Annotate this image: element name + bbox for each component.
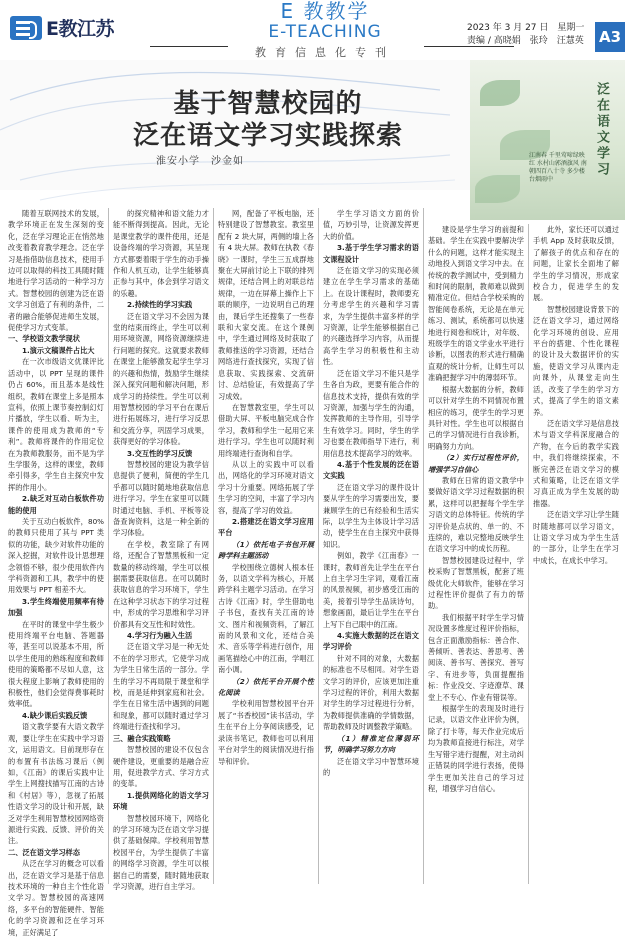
section-heading: （2）依托平台开展个性化阅读 (218, 676, 314, 698)
date-line: 2023 年 3 月 27 日 星期一 (467, 23, 585, 33)
section-heading: 4.实施大数据的泛在语文学习评价 (323, 631, 419, 652)
masthead-logo (10, 14, 114, 41)
paragraph: 泛在语文学习是一种无处不在的学习形式，它使学习成为学生日常生活的一部分。学生的学习不再局限于课堂和学校，而是延伸到家庭和社会。学生在日常生活中遇到的问题和现象，都可以随时通过学习终端进行查找和学习。 (113, 642, 209, 732)
masthead-title-cn: E 教教学 (280, 0, 370, 23)
article-title (88, 88, 448, 152)
paragraph: 根据学生的表现及时进行记录，以语文作业评价为例，除了打卡等，每天作业完成后均为教师直接进行标注，对学生写错字进行提醒，对主动纠正错误的同学进行表扬，使得学生更加关注自己的学习过程，增强学习自信心。 (428, 704, 524, 793)
paragraph: 学生学习语文方面的价值，巧妙引导，让资源发挥更大的价值。 (323, 209, 419, 241)
section-heading: 2.搭建泛在语文学习应用平台 (218, 516, 314, 538)
section-heading: 1.演示文稿课件占比大 (22, 345, 95, 355)
paragraph: 在一次市级语文优课评比活动中，以 PPT 呈现的课件仍占 60%，而且基本是线性组织，教师在课堂上多是照本宣科，依照上课节奏控制幻灯片播放，学生以看、听为主，课件的使用成为教师的“专利”。教师将课件的作用定位在为教师教服务，而不是为学生学服务，这样的课堂，教师牵引得多，学生自主探究中发挥的作用小。 (8, 357, 104, 492)
masthead-rule-left (150, 46, 228, 47)
section-heading: 2.持续性的学习实践 (127, 300, 193, 310)
section-heading: 一、学校语文教学现状 (8, 334, 80, 344)
section-heading: （2）实行过程性评价，增强学习自信心 (428, 453, 524, 474)
paragraph: 泛在语文学习不会因为课堂的结束而终止，学生可以利用环境资源，网络资源继续进行问题的探究。这就要求教师在课堂上能够激发起学生学习的兴趣和热情，鼓励学生继续深入探究问题和解决问题，形成学习的持续性。学生可以利用智慧校园的学习平台在课后进行拓展练习，进行学习反思和交流分享，巩固学习成果，获得更好的学习体验。 (113, 311, 209, 447)
paragraph: 智慧校园的建设为教学信息提供了便利，简便的学生几乎都可以随时随地地获取信息进行学习。学生在家里可以随时通过电脑、手机、平板等设备查询资料，这是一种全新的学习体验。 (113, 459, 209, 538)
section-heading: 二、泛在语文学习样态 (8, 847, 80, 857)
section-heading: 3.基于学生学习需求的语文课程设计 (323, 243, 419, 264)
article-byline: 淮安小学 沙金如 (156, 156, 244, 167)
paragraph: 泛在语文学习的实现必须建立在学生学习需求的基础上。在设计课程时，教师要充分考虑学生的兴趣和学习需求，为学生提供丰富多样的学习资源，让学生能够根据自己的兴趣选择学习内容，从而提高学生学习的积极性和主动性。 (323, 266, 419, 367)
book-cover-text: 江南春 千里莺啼绿映红 水村山郭酒旗风 南朝四百八十寺 多少楼台烟雨中 (529, 152, 587, 183)
column-divider (423, 208, 424, 884)
paragraph: 从泛在学习的概念可以看出，泛在语文学习是基于信息技术环境的一种自主个性化语文学习。智慧校园的高速网络，多平台的智能硬件、智能化的学习资源和泛在学习环境，正好满足了 (8, 859, 104, 937)
section-heading: 4.缺少课后实践反馈 (22, 710, 88, 720)
article-column-3 (218, 208, 314, 884)
paragraph: 此外，家长还可以通过手机 App 及时获取反馈，了解孩子的优点和存在的问题，让家长全面地了解学生的学习情况，形成家校合力，促进学生的发展。 (533, 225, 619, 303)
book-cover-title: 泛在语文学习 (594, 82, 609, 178)
section-heading: （1）依托电子书包开展跨学科主题活动 (218, 539, 314, 561)
column-divider (318, 208, 319, 884)
paragraph: 语文教学要有大语文教学观，要让学生在实践中学习语文，运用语文。目前现形存在的布置有书法练习课后（例如，《江南》的课后实践中让学生上网搜找描写江南的古诗和《村居》等），忽视了拓展性语文学习的设计和开展，缺乏对学生利用智慧校园网络资源进行实践、反馈、评价的关注。 (8, 722, 104, 846)
paragraph: 我们根据平时学生学习情况设置多维度过程评价指标，包含正面激励指标：善合作、善倾听、善表达、善思考、善阅读、善书写、善探究、善写字、有进步等，负面提醒指标：作业没交、字迹潦草、课堂上不专心、作业有错误等。 (428, 612, 524, 702)
masthead-title-en: E-TEACHING (268, 22, 382, 42)
paragraph: 学校利用智慧校园平台开展了“书香校园”读书活动，学生在平台上分享阅读感受，记录读书笔记，教师也可以利用平台对学生的阅读情况进行指导和评价。 (218, 699, 314, 766)
paragraph: 智慧校园建设背景下的泛在语文学习，通过网络化学习环境的创设、应用平台的搭建、个性化课程的设计及大数据评价的实施，使语文学习从课内走向课外，从课堂走向生活，改变了学生的学习方式，提高了学生的语文素养。 (533, 304, 619, 417)
paragraph: 在智慧教室里，学生可以借助大屏、平板电脑完成合作学习，教师和学生一起用它来进行学习。学生也可以随时利用终端进行查询和自学。 (218, 402, 314, 458)
paragraph: 智慧校园环境下，网络化的学习环境为泛在语文学习提供了基础保障。学校利用智慧校园平台，为学生提供了丰富的网络学习资源，学生可以根据自己的需要，随时随地获取学习资源，进行自主学习。 (113, 813, 209, 891)
masthead-subtitle: 教育信息化专刊 (255, 46, 395, 59)
section-heading: 三、融合实践策略 (113, 733, 171, 743)
section-heading: 2.缺乏对互动白板软件功能的使用 (8, 494, 104, 515)
leaf-decoration (475, 175, 520, 203)
paragraph: 泛在语文学习让学生随时随地都可以学习语文，让语文学习成为学生生活的一部分，让学生在学习中成长，在成长中学习。 (533, 510, 619, 565)
section-heading: 1.提供网络化的语文学习环境 (113, 790, 209, 812)
column-divider (528, 224, 529, 884)
paragraph: 泛在语文学习不能只是学生各自为政，更要有能合作的信息技术支持，提供有效的学习资源，加强与学生的沟通，发挥教师的主导作用，引导学生有效学习。同时，学生的学习也要在教师指导下进行，利用信息技术提高学习的效率。 (323, 368, 419, 458)
page-number: A3 (595, 22, 625, 52)
article-column-5 (428, 224, 524, 884)
paragraph: 随着互联网技术的发展，教学环境正在发生深刻的变化，泛在学习理论正在悄然地改变着教育教学理念。泛在学习是指借助信息技术，使用手边可以取得的科技工具随时随地进行学习活动的一种学习方式。智慧校园的创建为泛在语文学习创造了有利的条件，二者的融合能够促进师生发展，促使学习方式变革。 (8, 209, 104, 333)
masthead (200, 0, 450, 60)
paragraph: 智慧校园建设过程中，学校采购了智慧黑板，配套了班级优化大师软件，能够在学习过程性评价提供了有力的帮助。 (428, 555, 524, 611)
edition-info (467, 22, 593, 48)
logo-icon (10, 16, 42, 40)
column-divider (108, 208, 109, 884)
paragraph: 学校围绕立德树人根本任务，以语文学科为核心，开展跨学科主题学习活动。在学习古诗《江南》时，学生借助电子书包，查找有关江南的诗文、图片和视频资料，了解江南的风景和文化，还结合美术、音乐等学科进行创作，用画笔描绘心中的江南，学唱江南小调。 (218, 562, 314, 675)
paragraph: 泛在语文学习的课件设计要从学生的学习需要出发，要兼顾学生的已有经验和生活实际，以学生为主体设计学习活动，使学生在自主探究中获得知识。 (323, 482, 419, 549)
paragraph: 的探究精神和语文能力才能不断得到提高。因此，无论是课堂教学的课件使用，还是设备终端的学习资源，其呈现方式都要着眼于学生的动手操作和人机互动，让学生能够真正参与其中，体会到学习语文的乐趣。 (113, 209, 209, 298)
section-heading: 4.基于个性发展的泛在语文实践 (323, 459, 419, 481)
book-cover-image (470, 60, 625, 220)
paragraph: 例如，教学《江南春》一课时，教师首先让学生在平台上自主学习生字词，观看江南的风景视频，初步感受江南的美，接着引导学生品读诗句，想象画面，最后让学生在平台上写下自己眼中的江南。 (323, 551, 419, 629)
section-heading: 3.交互性的学习反馈 (127, 448, 193, 458)
paragraph: 根据大数据的分析，教师可以针对学生的不同情况布置相应的练习，使学生的学习更具针对性。学生也可以根据自己的学习情况进行自我诊断，明确努力方向。 (428, 384, 524, 451)
logo-text: E教江苏 (46, 18, 114, 40)
paragraph: 教师在日常的语文教学中要做好语文学习过程数据的积累，这样可以把握每个学生学习语文的总体特征。传统的学习评价是点状的、单一的、不连续的，难以完整地反映学生在语文学习中的成长历程。 (428, 475, 524, 554)
section-heading: 4.学习行为融入生活 (127, 631, 193, 641)
paragraph: 泛在语文学习中智慧环境的 (323, 756, 419, 777)
column-divider (213, 208, 214, 884)
section-heading: （1）精准定位薄弱环节，明确学习努力方向 (323, 733, 419, 755)
paragraph: 智慧校园的建设不仅包含硬件建设，更重要的是融合应用，促进教学方式、学习方式的变革。 (113, 745, 209, 789)
editor-line: 责编 / 高晓娟 张玲 汪慧英 (467, 36, 584, 46)
paragraph: 建设是学生学习的前提和基础。学生在实践中要解决学什么的问题，这样才能实现主动地投入到语文学习中去。在传统的教学测试中，受到精力和时间的限制，教师难以做到精准定位。但结合学校采购的智能阅卷系统，无论是在单元练习、测试，系统都可以快速地进行阅卷和统计，对年级、班级学生的语文学业水平进行诊断，以图表的形式进行精确直观的统计分析，让师生可以准确把握学习中的薄弱环节。 (428, 225, 524, 383)
paragraph: 针对不同的对象，大数据的标准也不尽相同。对学生语文学习的评价，应该更加注重学习过程的评价，利用大数据对学生的学习过程进行分析，为教师提供准确的学情数据，帮助教师及时调整教学策略。 (323, 653, 419, 732)
paragraph: 在平时的课堂中学生极少使用终端平台电脑、答题器等，甚至可以说基本不用，所以学生使用的熟练程度和教师使用的策略都不尽如人意，这很大程度上影响了教师使用的积极性，他们会觉得费事耗时效率低。 (8, 619, 104, 709)
article-title-line2: 泛在语文学习实践探索 (132, 121, 403, 151)
paragraph: 泛在语文学习是信息技术与语文学科深度融合的产物，在今后的教学实践中，我们将继续探索，不断完善泛在语文学习的模式和策略，让泛在语文学习真正成为学生发展的助推器。 (533, 418, 619, 508)
paragraph: 从以上的实践中可以看出，网络化的学习环境对语文学习十分重要。网络拓展了学生学习的空间，丰富了学习内容，提高了学习的效益。 (218, 459, 314, 515)
paragraph: 关于互动白板软件，80%的教师只使用了其与 PPT 类似的功能，缺少对软件功能的深入挖掘，对软件设计思想理念领悟不够，很少使用软件内学科资源和工具，教学中的使用效果与 PPT 相差不大。 (8, 516, 104, 595)
article-column-1 (8, 208, 104, 937)
paragraph: 在学校，教室除了有网络，还配合了智慧黑板和一定数量的移动终端，学生可以根据需要获取信息。在可以随时获取信息的学习环境下，学生在这种学习状态下的学习过程中，形成的学习思维和学习评价都具有交互性和时效性。 (113, 539, 209, 629)
leaf-decoration (480, 80, 520, 106)
section-heading: 3.学生终端使用频率有待加强 (8, 596, 104, 618)
article-column-4 (323, 208, 419, 884)
article-column-6 (533, 224, 619, 884)
article-column-2 (113, 208, 209, 891)
paragraph: 网，配备了平板电脑，还特别建设了智慧教室。教室里配有 2 块大屏，两侧的墙上各有 4 块大屏。教师在执教《春晓》一课时，学生三五成群地聚在大屏前讨论上下联的排列规律，还结合网上的对联总结规律，一边在屏幕上操作上下联的顺序，一边说明自己的理由，课后学生还搜集了一些春联和大家交流。在这个课例中，学生通过网络及时获取了教师推送的学习资源，还结合网络进行查找探究，实现了信息获取、实践探索、交流研讨、总结验证，有效提高了学习成效。 (218, 209, 314, 401)
article-title-line1: 基于智慧校园的 (173, 89, 363, 119)
